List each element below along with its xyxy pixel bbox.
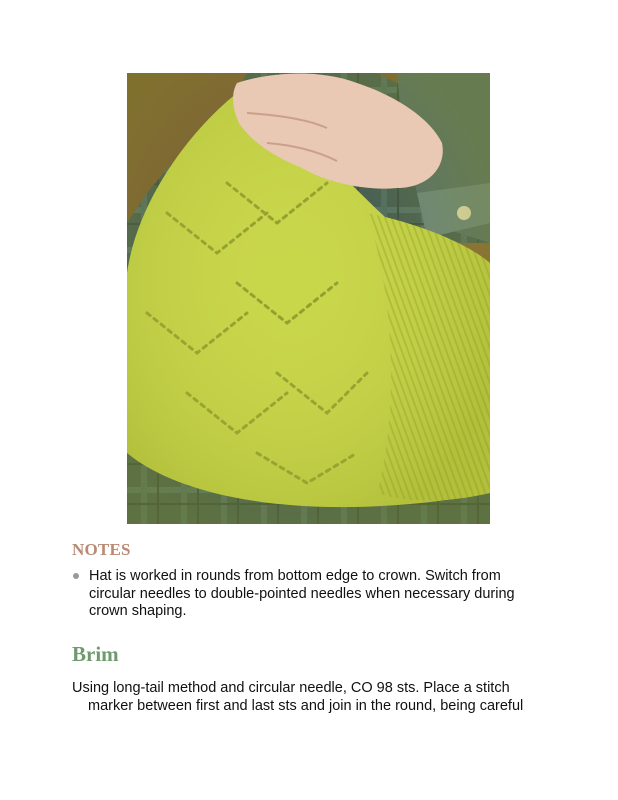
notes-item: Hat is worked in rounds from bottom edge to crown. Switch from circular needles to double-pointed needles when necessary during crown shaping. (89, 568, 515, 619)
brim-paragraph: Using long-tail method and circular needle, CO 98 sts. Place a stitch marker between first and last sts and join in the round, being careful (72, 680, 524, 714)
notes-heading: NOTES (72, 540, 131, 559)
hat-photo (127, 73, 490, 524)
brim-heading: Brim (72, 642, 119, 666)
bullet-icon (73, 573, 79, 579)
